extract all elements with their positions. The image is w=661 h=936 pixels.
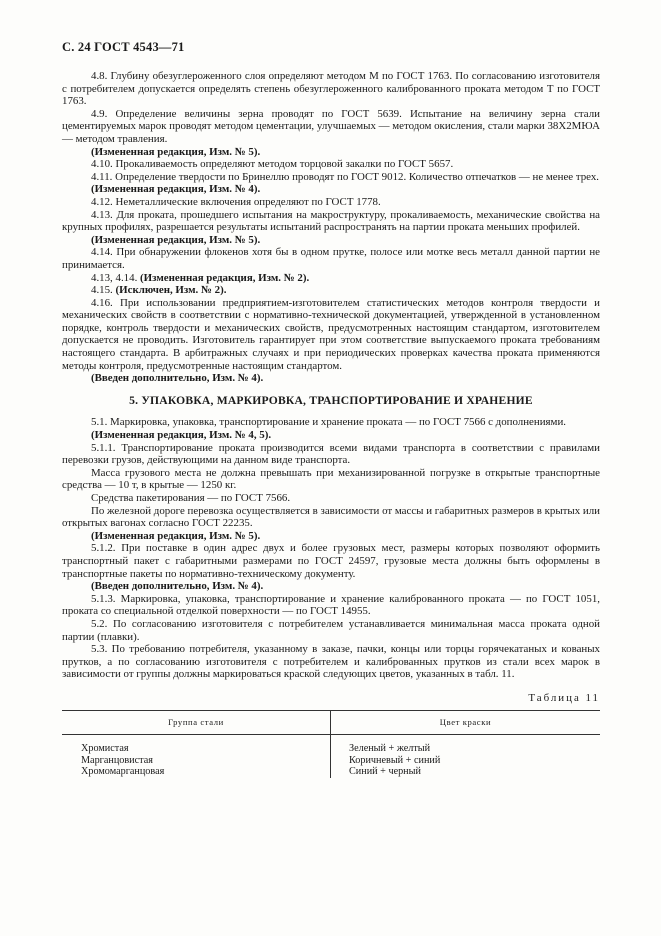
paragraph: По железной дороге перевозка осуществляется в зависимости от массы и габаритных размеров в крытых или открытых вагонах согласно ГОСТ 22235. (62, 504, 600, 530)
table-caption: Таблица 11 (528, 691, 600, 704)
paragraph: 4.16. При использовании предприятием-изготовителем статистических методов контроля твердости и механических свойств в соответствии с нормативно-технической документацией, утвержденной в установленном порядке, контроль твердости и механических свойств, предусмотренных настоящим стандартом, изготовителем допускается не проводить. Изготовитель гарантирует при этом соответствие выпускаемого проката требованиям настоящего стандарта. В арбитражных случаях и при периодических проверках качества проката применяются методы контроля, предусмотренные настоящим стандартом. (62, 296, 600, 372)
cell-paint-color: Зеленый + желтый (349, 743, 431, 755)
paragraph: 5.3. По требованию потребителя, указанному в заказе, пачки, концы или торцы горячекатаных и кованых прутков, а по согласованию изготовителя с потребителем и калиброванных прутков из стали всех марок в зависимости от группы должны маркироваться краской следующих цветов, указанных в табл. 11. (62, 643, 600, 681)
amendment-note: (Введен дополнительно, Изм. № 4). (91, 372, 264, 385)
section-5-paragraphs (62, 416, 600, 680)
table-header-row (62, 710, 600, 735)
table-body (62, 735, 600, 778)
paragraph-with-note (62, 272, 600, 285)
paragraph: 4.8. Глубину обезуглероженного слоя определяют методом М по ГОСТ 1763. По согласованию изготовителя с потребителем допускается определять степень обезуглероженного калиброванного проката методом Т по ГОСТ 1763. (62, 70, 600, 108)
paragraph-with-note (62, 284, 600, 297)
cell-steel-group: Марганцовистая (62, 755, 331, 767)
section-4-paragraphs (62, 70, 600, 385)
amendment-note: (Введен дополнительно, Изм. № 4). (91, 580, 264, 593)
paragraph: 4.12. Неметаллические включения определяют по ГОСТ 1778. (91, 195, 381, 208)
paragraph: 4.11. Определение твердости по Бринеллю проводят по ГОСТ 9012. Количество отпечатков — не менее трех. (91, 170, 600, 183)
paragraph: 5.1.1. Транспортирование проката производится всеми видами транспорта в соответствии с правилами перевозки грузов, действующими на данном виде транспорта. (62, 441, 600, 467)
column-header-steel-group: Группа стали (62, 710, 331, 735)
amendment-note: (Измененная редакция, Изм. № 4, 5). (91, 429, 272, 442)
table-row (62, 766, 600, 778)
amendment-note: (Измененная редакция, Изм. № 2). (140, 271, 310, 284)
table-row (62, 755, 600, 767)
paragraph: 5.2. По согласованию изготовителя с потребителем устанавливается минимальная масса проката одной партии (плавки). (62, 617, 600, 643)
cell-steel-group: Хромистая (62, 735, 331, 755)
paint-color-table (62, 710, 600, 778)
paragraph: 4.10. Прокаливаемость определяют методом торцовой закалки по ГОСТ 5657. (91, 158, 454, 171)
paragraph: Средства пакетирования — по ГОСТ 7566. (91, 492, 291, 504)
amendment-note: (Измененная редакция, Изм. № 5). (91, 145, 261, 158)
section-title: 5. УПАКОВКА, МАРКИРОВКА, ТРАНСПОРТИРОВАНИЕ И ХРАНЕНИЕ (129, 393, 533, 407)
clause-number: 4.15. (91, 284, 116, 297)
cell-paint-color: Синий + черный (349, 766, 421, 778)
amendment-note: (Измененная редакция, Изм. № 5). (91, 233, 261, 246)
paragraph: Масса грузового места не должна превышать при механизированной погрузке в открытые транспортные средства — 10 т, в крытые — 1250 кг. (62, 466, 600, 492)
column-header-paint-color: Цвет краски (331, 710, 601, 735)
paragraph: 4.13. Для проката, прошедшего испытания на макроструктуру, прокаливаемость, механические свойства на крупных профилях, разрешается результаты испытаний распространять на партии проката меньших профилей. (62, 208, 600, 234)
cell-paint-color: Коричневый + синий (349, 754, 441, 766)
page-header: С. 24 ГОСТ 4543—71 (62, 40, 185, 54)
paragraph: 4.14. При обнаружении флокенов хотя бы в одном прутке, полосе или мотке весь металл данной партии не принимается. (62, 246, 600, 271)
paragraph: 5.1.2. При поставке в один адрес двух и более грузовых мест, размеры которых позволяют оформить транспортный пакет с габаритными размерами по ГОСТ 24597, грузовые места должны быть оформлены в транспортные пакеты по нормативно-техническому документу. (62, 542, 600, 580)
paragraph: 5.1.3. Маркировка, упаковка, транспортирование и хранение калиброванного проката — по ГОСТ 1051, проката со специальной отделкой поверхности — по ГОСТ 14955. (62, 592, 600, 618)
amendment-note: (Исключен, Изм. № 2). (115, 284, 227, 297)
paragraph: 4.9. Определение величины зерна проводят по ГОСТ 5639. Испытание на величину зерна стали цементируемых марок проводят методом цементации, улучшаемых — методом окисления, стали марки 38Х2МЮА — методом травления. (62, 107, 600, 145)
cell-steel-group: Хромомарганцовая (62, 766, 331, 778)
clause-number: 4.13, 4.14. (91, 271, 141, 284)
paragraph: 5.1. Маркировка, упаковка, транспортирование и хранение проката — по ГОСТ 7566 с дополнениями. (91, 416, 566, 429)
amendment-note: (Измененная редакция, Изм. № 5). (91, 529, 261, 542)
table-row (62, 735, 600, 755)
document-body (62, 70, 600, 778)
amendment-note: (Измененная редакция, Изм. № 4). (91, 183, 261, 196)
